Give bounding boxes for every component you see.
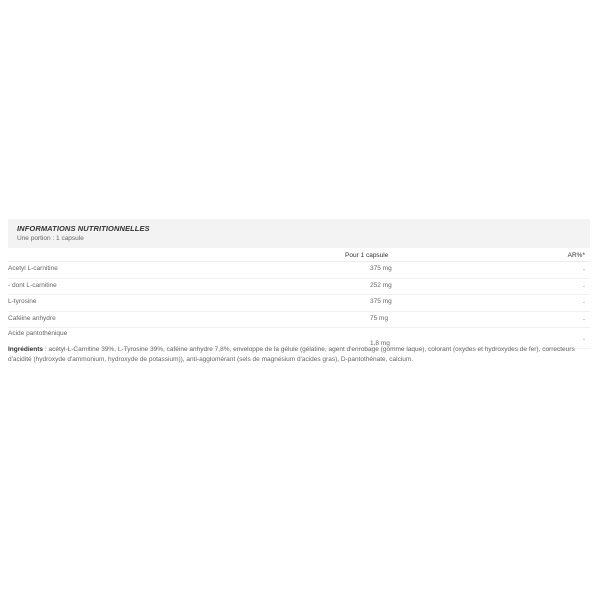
nutrient-dose: 1,8 mg <box>370 340 390 347</box>
nutrient-name: L-tyrosine <box>8 298 37 305</box>
table-row <box>8 312 590 329</box>
column-header-dose: Pour 1 capsule <box>345 252 389 259</box>
nutrient-dose: 375 mg <box>370 298 392 305</box>
nutrition-panel <box>8 219 590 363</box>
nutrient-ar: - <box>582 266 585 273</box>
table-row <box>8 279 590 296</box>
nutrient-dose: 75 mg <box>370 314 389 322</box>
table-row <box>8 262 590 279</box>
nutrient-ar: - <box>582 282 585 290</box>
nutrient-dose: 375 mg <box>370 265 392 272</box>
nutrient-ar: - <box>582 299 585 306</box>
serving-size: Une portion : 1 capsule <box>17 235 84 242</box>
ingredients-text <box>8 345 588 364</box>
table-header <box>8 250 590 262</box>
nutrient-ar: - <box>582 315 585 323</box>
ingredients-list: : acétyl-L-Carnitine 39%, L-Tyrosine 39%, caféine anhydre 7,8%, enveloppe de la gélule (gélatine, agent d'enrobage (gomme laque), colorant (oxydes et hydroxydes de fer), correcteurs d'acidité (hydroxyde d'ammonium, hydroxyde de potassium)), anti-agglomérant (sels de magnésium d'acides gras), D-pantothénate, calcium. <box>8 346 575 363</box>
column-header-ar: AR%* <box>567 252 585 259</box>
nutrient-name: Acetyl L-carnitine <box>8 265 58 272</box>
nutrition-header <box>8 219 590 248</box>
table-row <box>8 295 590 312</box>
ingredients-label: Ingrédients <box>8 346 44 353</box>
nutrient-name: Caféine anhydre <box>8 314 56 322</box>
nutrient-name: Acide pantothénique <box>8 330 68 337</box>
nutrient-dose: 252 mg <box>370 281 392 289</box>
nutrition-table <box>8 250 590 349</box>
nutrient-ar: - <box>582 336 585 343</box>
nutrient-name: - dont L-carnitine <box>8 281 57 289</box>
nutrition-title: INFORMATIONS NUTRITIONNELLES <box>17 224 150 233</box>
